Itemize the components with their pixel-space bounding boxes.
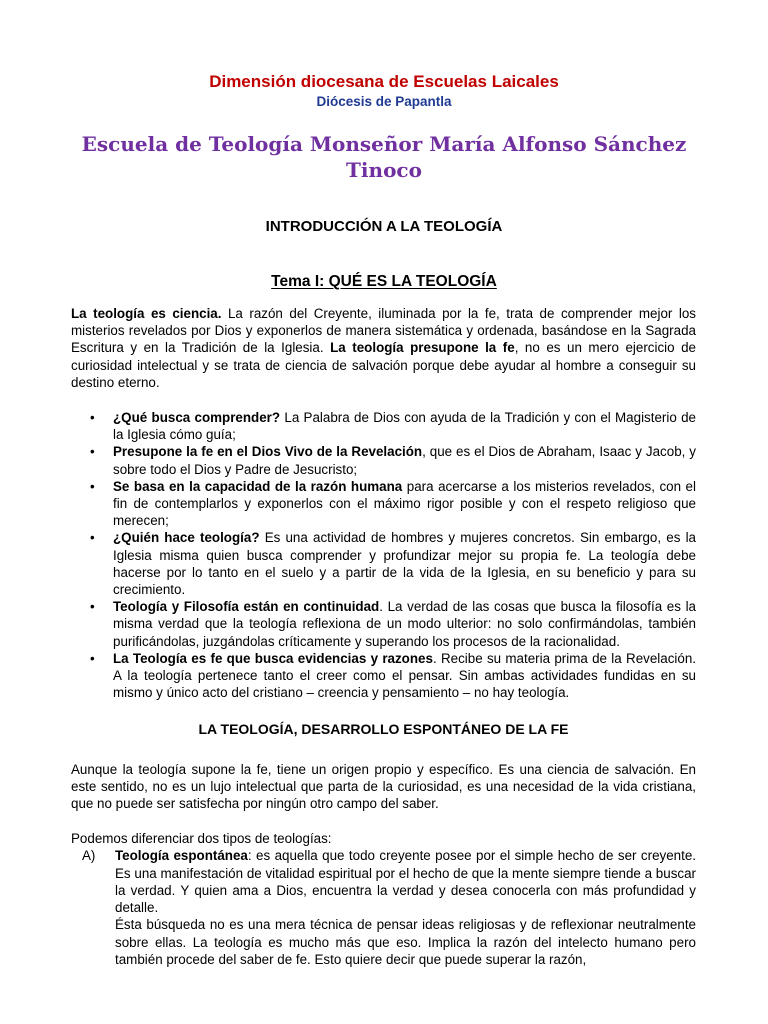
bullet-item [71, 443, 696, 477]
bullet-item [71, 529, 696, 598]
topic-title-text: Tema I: QUÉ ES LA TEOLOGÍA [271, 273, 497, 290]
bullet-bold: La Teología es fe que busca evidencias y razones [113, 650, 433, 666]
school-title: Escuela de Teología Monseñor María Alfonso Sánchez Tinoco [81, 132, 687, 182]
course-title: INTRODUCCIÓN A LA TEOLOGÍA [265, 218, 503, 235]
bullet-text: . La verdad de las cosas que busca la filosofía es la misma verdad que la teología reflexiona de un modo ulterior: no solo confirmándolas, también purificándolas, juzgándolas críticamente y superando los procesos de la racionalidad. [113, 599, 697, 649]
bullet-item [71, 409, 696, 443]
bullet-item [71, 650, 696, 702]
bullet-bold: ¿Quién hace teología? [113, 530, 260, 546]
intro-paragraph [71, 305, 696, 391]
section-paragraph: Aunque la teología supone la fe, tiene un origen propio y específico. Es una ciencia de salvación. En este sentido, no es un lujo intelectual que parta de la curiosidad, es una necesidad de la vida cristiana, que no puede ser satisfecha por ningún otro campo del saber. [71, 761, 696, 812]
bullet-bold: Teología y Filosofía están en continuidad [113, 599, 380, 615]
bullet-text: La Palabra de Dios con ayuda de la Tradición y con el Magisterio de la Iglesia cómo guía; [113, 410, 696, 443]
bullet-icon: • [90, 599, 95, 615]
section-heading: LA TEOLOGÍA, DESARROLLO ESPONTÁNEO DE LA FE [198, 721, 569, 738]
intro-bold-2: La teología presupone la fe [330, 340, 515, 356]
intro-bold-1: La teología es ciencia. [71, 306, 222, 321]
bullet-icon: • [90, 478, 95, 494]
bullet-bold: Presupone la fe en el Dios Vivo de la Revelación [113, 444, 423, 460]
intro-text-1: La razón del Creyente, iluminada por la fe, trata de comprender mejor los misterios revelados por Dios y exponerlos de manera sistemática y ordenada, basándose en la Sagrada Escritura y en la Tradición de la Iglesia. [71, 306, 696, 356]
spacer [71, 701, 696, 721]
bullet-item [71, 598, 696, 650]
bullet-list [71, 409, 696, 701]
intro-text-2: , no es un mero ejercicio de curiosidad intelectual y se trata de ciencia de salvación porque debe ayudar al hombre a conseguir su destino eterno. [71, 340, 696, 390]
type-item-a [71, 847, 696, 967]
bullet-text: Es una actividad de hombres y mujeres concretos. Sin embargo, es la Iglesia misma quien busca comprender y profundizar mejor su propia fe. La teología debe hacerse por lo tanto en el suelo y a partir de la vida de la Iglesia, en su beneficio y para su crecimiento. [113, 530, 696, 598]
topic-title [0, 273, 768, 291]
bullet-item [71, 478, 696, 530]
bullet-icon: • [90, 444, 95, 460]
bullet-bold: Se basa en la capacidad de la razón humana [113, 478, 403, 494]
bullet-text: . Recibe su materia prima de la Revelación. A la teología pertenece tanto el creer como el pensar. Sin ambas actividades fundidas en su mismo y único acto del cristiano – creencia y pensamiento – no hay teología. [113, 650, 696, 701]
diocese-heading: Diócesis de Papantla [316, 94, 452, 109]
types-intro: Podemos diferenciar dos tipos de teologías: [71, 831, 332, 847]
list-marker: A) [82, 848, 96, 864]
diocesan-dimension-heading: Dimensión diocesana de Escuelas Laicales [209, 72, 559, 91]
bullet-bold: ¿Qué busca comprender? [113, 410, 281, 426]
bullet-icon: • [90, 530, 95, 546]
spacer [71, 739, 696, 761]
bullet-text: , que es el Dios de Abraham, Isaac y Jacob, y sobre todo el Dios y Padre de Jesucristo; [113, 444, 696, 477]
document-body [71, 305, 696, 968]
bullet-icon: • [90, 410, 95, 426]
bullet-text: para acercarse a los misterios revelados, con el fin de contemplarlos y exponerlos con el máximo rigor posible y con el respeto religioso que merecen; [113, 478, 696, 529]
type-text-continued: Ésta búsqueda no es una mera técnica de pensar ideas religiosas y de reflexionar neutralmente sobre ellas. La teología es mucho más que eso. Implica la razón del intelecto humano pero también procede del saber de fe. Esto quiere decir que puede superar la razón, [115, 917, 696, 967]
type-bold: Teología espontánea [115, 848, 248, 864]
type-text: : es aquella que todo creyente posee por el simple hecho de ser creyente. Es una manifestación de vitalidad espiritual por el hecho de que la mente siempre tiende a buscar la verdad. Y quien ama a Dios, encuentra la verdad y desea conocerla con más profundidad y detalle. [115, 848, 696, 916]
spacer [71, 391, 696, 409]
bullet-icon: • [90, 650, 95, 666]
types-list [71, 847, 696, 967]
spacer [71, 812, 696, 830]
